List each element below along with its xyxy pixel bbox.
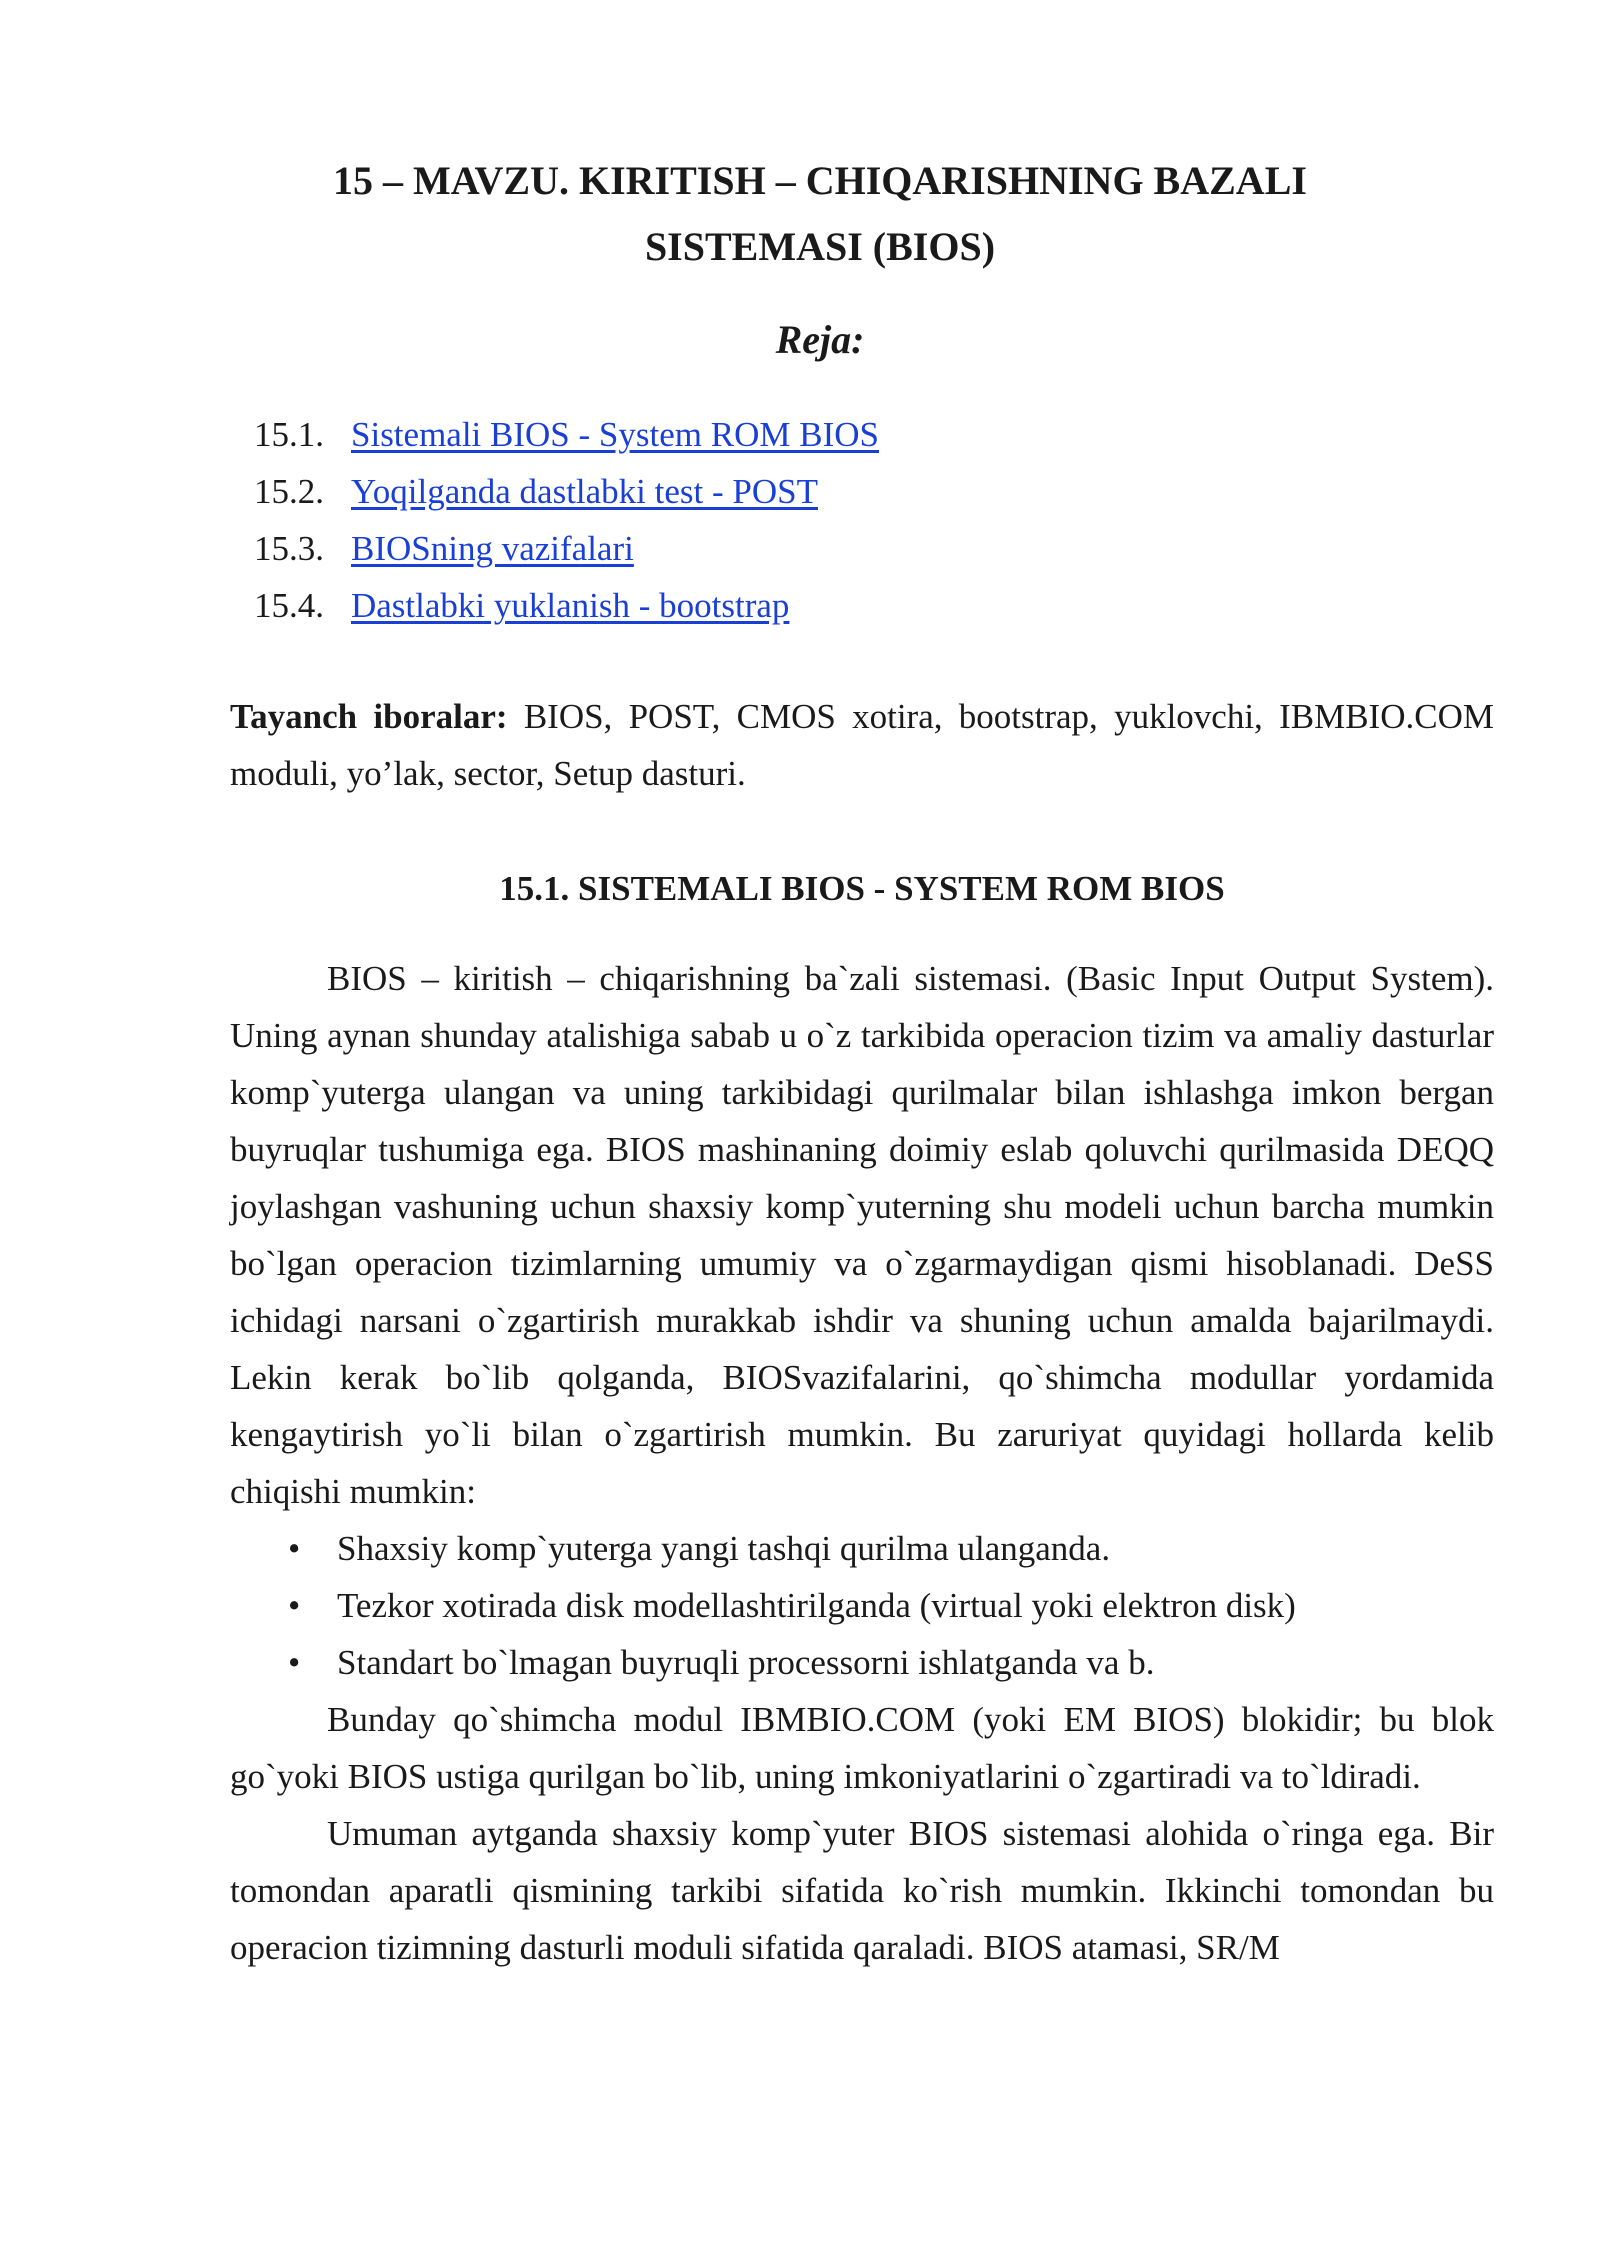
bullet-text: Tezkor xotirada disk modellashtirilganda (virtual yoki elektron disk) <box>337 1586 1296 1625</box>
bullet-list <box>230 1520 1494 1691</box>
body-paragraph-2: Bunday qo`shimcha modul IBMBIO.COM (yoki EM BIOS) blokidir; bu blok go`yoki BIOS ustiga qurilgan bo`lib, uning imkoniyatlarini o`zgartiradi va to`ldiradi. <box>230 1700 1494 1796</box>
toc-number: 15.4. <box>254 586 324 625</box>
body-paragraph-1: BIOS – kiritish – chiqarishning ba`zali sistemasi. (Basic Input Output System). Uning aynan shunday atalishiga sabab u o`z tarkibida operacion tizim va amaliy dasturlar komp`yuterga ulangan va uning tarkibidagi qurilmalar bilan ishlashga imkon bergan buyruqlar tushumiga ega. BIOS mashinaning doimiy eslab qoluvchi qurilmasida DEQQ joylashgan vashuning uchun shaxsiy komp`yuterning shu modeli uchun barcha mumkin bo`lgan operacion tizimlarning umumiy va o`zgarmaydigan qismi hisoblanadi. DeSS ichidagi narsani o`zgartirish murakkab ishdir va shuning uchun amalda bajarilmaydi. Lekin kerak bo`lib qolganda, BIOSvazifalarini, qo`shimcha modullar yordamida kengaytirish yo`li bilan o`zgartirish mumkin. Bu zaruriyat quyidagi hollarda kelib chiqishi mumkin: <box>230 959 1494 1511</box>
list-item <box>230 1577 1494 1634</box>
toc-link-post[interactable]: Yoqilganda dastlabki test - POST <box>351 472 818 511</box>
toc-number: 15.2. <box>254 472 324 511</box>
keywords-label: Tayanch iboralar: <box>230 697 508 736</box>
bullet-icon: • <box>288 1643 301 1682</box>
bullet-icon: • <box>288 1586 301 1625</box>
body-paragraph-3: Umuman aytganda shaxsiy komp`yuter BIOS sistemasi alohida o`ringa ega. Bir tomondan aparatli qismining tarkibi sifatida ko`rish mumkin. Ikkinchi tomondan bu operacion tizimning dasturli moduli sifatida qaraladi. BIOS atamasi, SR/M <box>230 1814 1494 1967</box>
plan-heading: Reja: <box>775 317 865 362</box>
bullet-text: Shaxsiy komp`yuterga yangi tashqi qurilma ulanganda. <box>337 1529 1111 1568</box>
section-heading: 15.1. SISTEMALI BIOS - SYSTEM ROM BIOS <box>499 869 1225 908</box>
list-item <box>230 1634 1494 1691</box>
toc-number: 15.3. <box>254 529 324 568</box>
toc-link-bios-functions[interactable]: BIOSning vazifalari <box>351 529 634 568</box>
toc-link-bootstrap[interactable]: Dastlabki yuklanish - bootstrap <box>351 586 790 625</box>
toc-number: 15.1. <box>254 415 324 454</box>
toc-item-15-2 <box>254 463 879 520</box>
bullet-text: Standart bo`lmagan buyruqli processorni ishlatganda va b. <box>337 1643 1155 1682</box>
keywords-paragraph <box>230 688 1494 802</box>
page-title-line-1: 15 – MAVZU. KIRITISH – CHIQARISHNING BAZALI <box>333 158 1307 203</box>
bullet-icon: • <box>288 1529 301 1568</box>
section-body <box>230 950 1494 1976</box>
toc-item-15-3 <box>254 520 879 577</box>
toc-item-15-1 <box>254 406 879 463</box>
list-item <box>230 1520 1494 1577</box>
page-title-line-2: SISTEMASI (BIOS) <box>644 224 996 269</box>
table-of-contents <box>254 406 879 634</box>
toc-item-15-4 <box>254 577 879 634</box>
toc-link-system-rom-bios[interactable]: Sistemali BIOS - System ROM BIOS <box>351 415 879 454</box>
keywords-text: BIOS, POST, CMOS xotira, bootstrap, yuklovchi, IBMBIO.COM moduli, yo’lak, sector, Setup dasturi. <box>230 697 1494 793</box>
